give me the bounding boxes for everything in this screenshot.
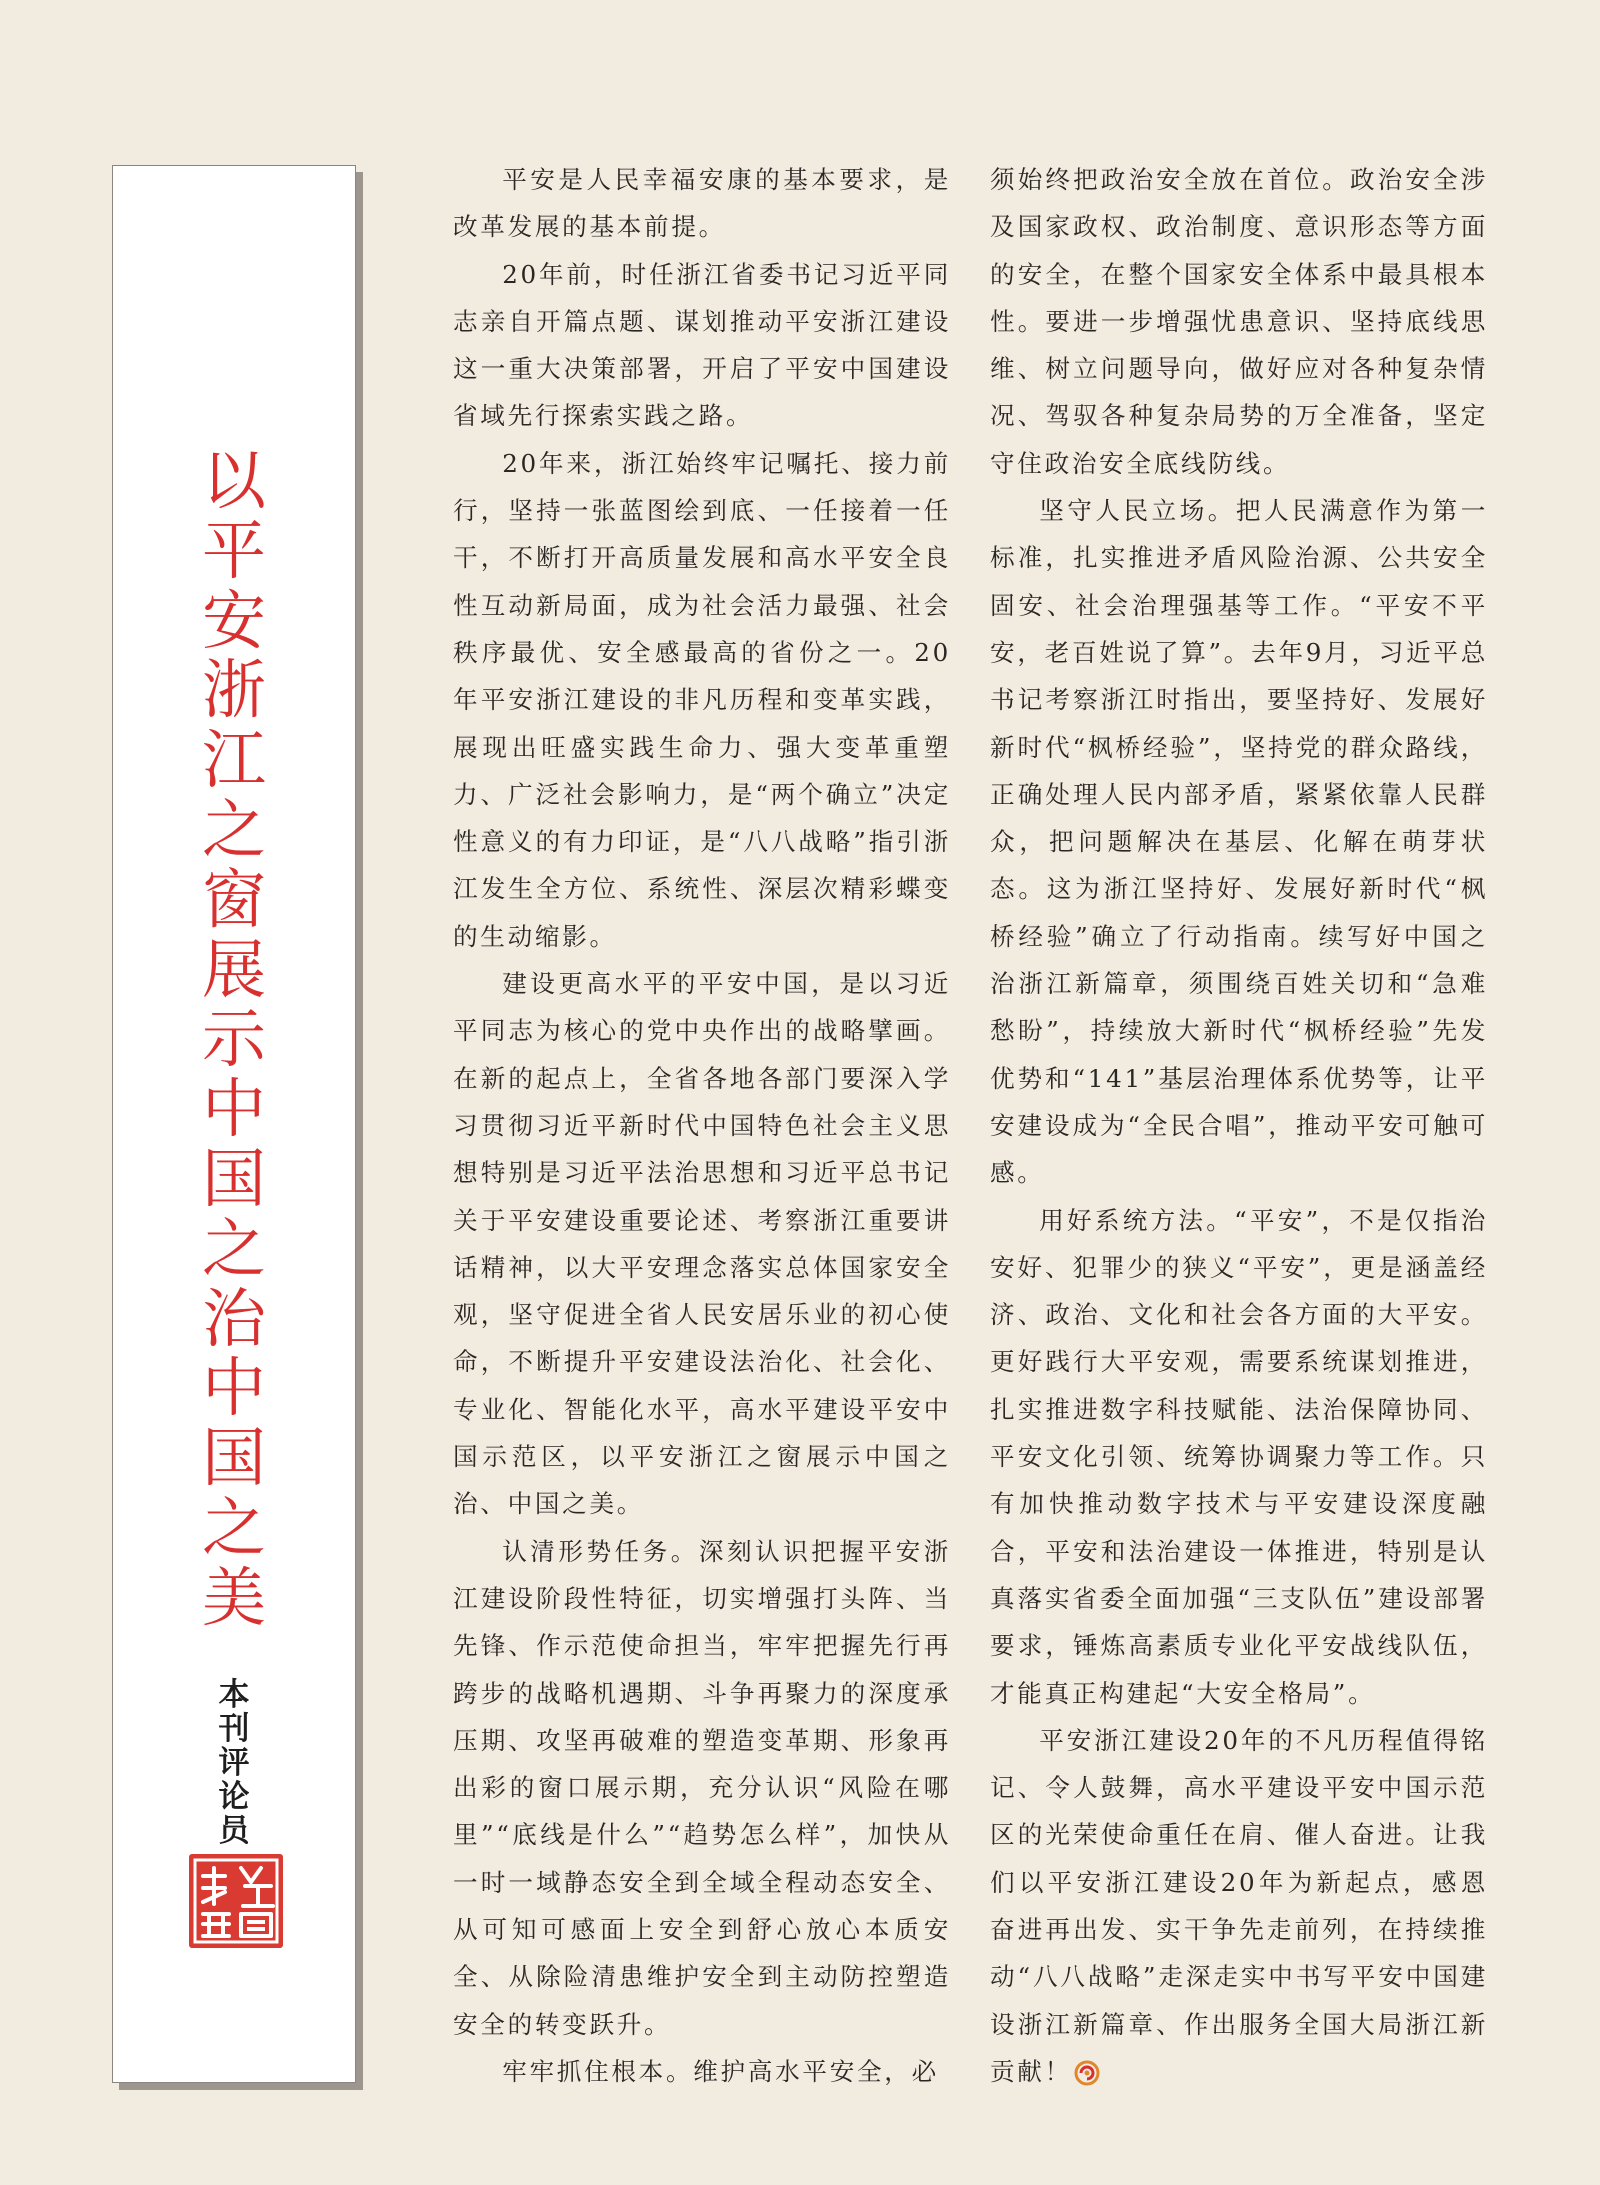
- title-char: 国: [202, 1142, 266, 1217]
- paragraph: 用好系统方法。“平安”，不是仅指治安好、犯罪少的狭义“平安”，更是涵盖经济、政治、文化和社会各方面的大平安。更好践行大平安观，需要系统谋划推进，扎实推进数字科技赋能、法治保障协同、平安文化引领、统筹协调聚力等工作。只有加快推动数字技术与平安建设深度融合，平安和法治建设一体推进，特别是认真落实省委全面加强“三支队伍”建设部署要求，锤炼高素质专业化平安战线队伍，才能真正构建起“大安全格局”。: [990, 1205, 1488, 1708]
- title-char: 治: [202, 1282, 266, 1357]
- title-char: 美: [202, 1561, 266, 1636]
- title-char: 浙: [202, 654, 266, 729]
- article-column-left: [453, 156, 951, 2095]
- author-byline: [113, 1678, 355, 1848]
- end-mark-icon: [1074, 2060, 1100, 2086]
- title-char: 中: [202, 1073, 266, 1148]
- closing-paragraph: [990, 1717, 1488, 2095]
- title-char: 国: [202, 1422, 266, 1497]
- title-char: 之: [202, 793, 266, 868]
- title-char: 展: [202, 933, 266, 1008]
- paragraph: 坚守人民立场。把人民满意作为第一标准，扎实推进矛盾风险治源、公共安全固安、社会治理强基等工作。“平安不平安，老百姓说了算”。去年9月，习近平总书记考察浙江时指出，要坚持好、发展好新时代“枫桥经验”，坚持党的群众路线，正确处理人民内部矛盾，紧紧依靠人民群众，把问题解决在基层、化解在萌芽状态。这为浙江坚持好、发展好新时代“枫桥经验”确立了行动指南。续写好中国之治浙江新篇章，须围绕百姓关切和“急难愁盼”，持续放大新时代“枫桥经验”先发优势和“141”基层治理体系优势等，让平安建设成为“全民合唱”，推动平安可触可感。: [990, 496, 1488, 1188]
- seal-stamp-icon: [189, 1854, 283, 1948]
- author-char: 本: [218, 1677, 250, 1713]
- author-char: 论: [218, 1779, 250, 1815]
- article-title: [113, 445, 355, 1636]
- paragraph: 平安是人民幸福安康的基本要求，是改革发展的基本前提。: [453, 165, 951, 242]
- title-sidebar: [112, 165, 356, 2083]
- title-char: 平: [202, 514, 266, 589]
- author-char: 评: [218, 1745, 250, 1781]
- title-char: 以: [202, 445, 266, 519]
- title-char: 安: [202, 584, 266, 659]
- paragraph: 建设更高水平的平安中国，是以习近平同志为核心的党中央作出的战略擘画。在新的起点上，全省各地各部门要深入学习贯彻习近平新时代中国特色社会主义思想特别是习近平法治思想和习近平总书记关于平安建设重要论述、考察浙江重要讲话精神，以大平安理念落实总体国家安全观，坚守促进全省人民安居乐业的初心使命，不断提升平安建设法治化、社会化、专业化、智能化水平，高水平建设平安中国示范区，以平安浙江之窗展示中国之治、中国之美。: [453, 969, 951, 1519]
- paragraph: 20年来，浙江始终牢记嘱托、接力前行，坚持一张蓝图绘到底、一任接着一任干，不断打开高质量发展和高水平安全良性互动新局面，成为社会活力最强、社会秩序最优、安全感最高的省份之一。20年平安浙江建设的非凡历程和变革实践，展现出旺盛实践生命力、强大变革重塑力、广泛社会影响力，是“两个确立”决定性意义的有力印证，是“八八战略”指引浙江发生全方位、系统性、深层次精彩蝶变的生动缩影。: [453, 448, 951, 951]
- title-char: 之: [202, 1212, 266, 1287]
- author-char: 员: [218, 1813, 250, 1849]
- paragraph: 认清形势任务。深刻认识把握平安浙江建设阶段性特征，切实增强打头阵、当先锋、作示范使命担当，牢牢把握先行再跨步的战略机遇期、斗争再聚力的深度承压期、攻坚再破难的塑造变革期、形象再出彩的窗口展示期，充分认识“风险在哪里”“底线是什么”“趋势怎么样”，加快从一时一域静态安全到全域全程动态安全、从可知可感面上安全到舒心放心本质安全、从除险清患维护安全到主动防控塑造安全的转变跃升。: [453, 1536, 951, 2039]
- paragraph: 牢牢抓住根本。维护高水平安全，必: [502, 2056, 939, 2086]
- title-char: 之: [202, 1491, 266, 1566]
- article-column-right: [990, 156, 1488, 2095]
- paragraph: 须始终把政治安全放在首位。政治安全涉及国家政权、政治制度、意识形态等方面的安全，在整个国家安全体系中最具根本性。要进一步增强忧患意识、坚持底线思维、树立问题导向，做好应对各种复杂情况、驾驭各种复杂局势的万全准备，坚定守住政治安全底线防线。: [990, 165, 1488, 478]
- title-char: 江: [202, 724, 266, 799]
- title-char: 示: [202, 1003, 266, 1078]
- author-char: 刊: [218, 1711, 250, 1747]
- closing-paragraph-text: 平安浙江建设20年的不凡历程值得铭记、令人鼓舞，高水平建设平安中国示范区的光荣使命重任在肩、催人奋进。让我们以平安浙江建设20年为新起点，感恩奋进再出发、实干争先走前列，在持续推动“八八战略”走深走实中书写平安中国建设浙江新篇章、作出服务全国大局浙江新贡献！: [990, 1725, 1488, 2086]
- title-char: 中: [202, 1352, 266, 1427]
- title-char: 窗: [202, 863, 266, 938]
- paragraph: 20年前，时任浙江省委书记习近平同志亲自开篇点题、谋划推动平安浙江建设这一重大决策部署，开启了平安中国建设省域先行探索实践之路。: [453, 259, 951, 431]
